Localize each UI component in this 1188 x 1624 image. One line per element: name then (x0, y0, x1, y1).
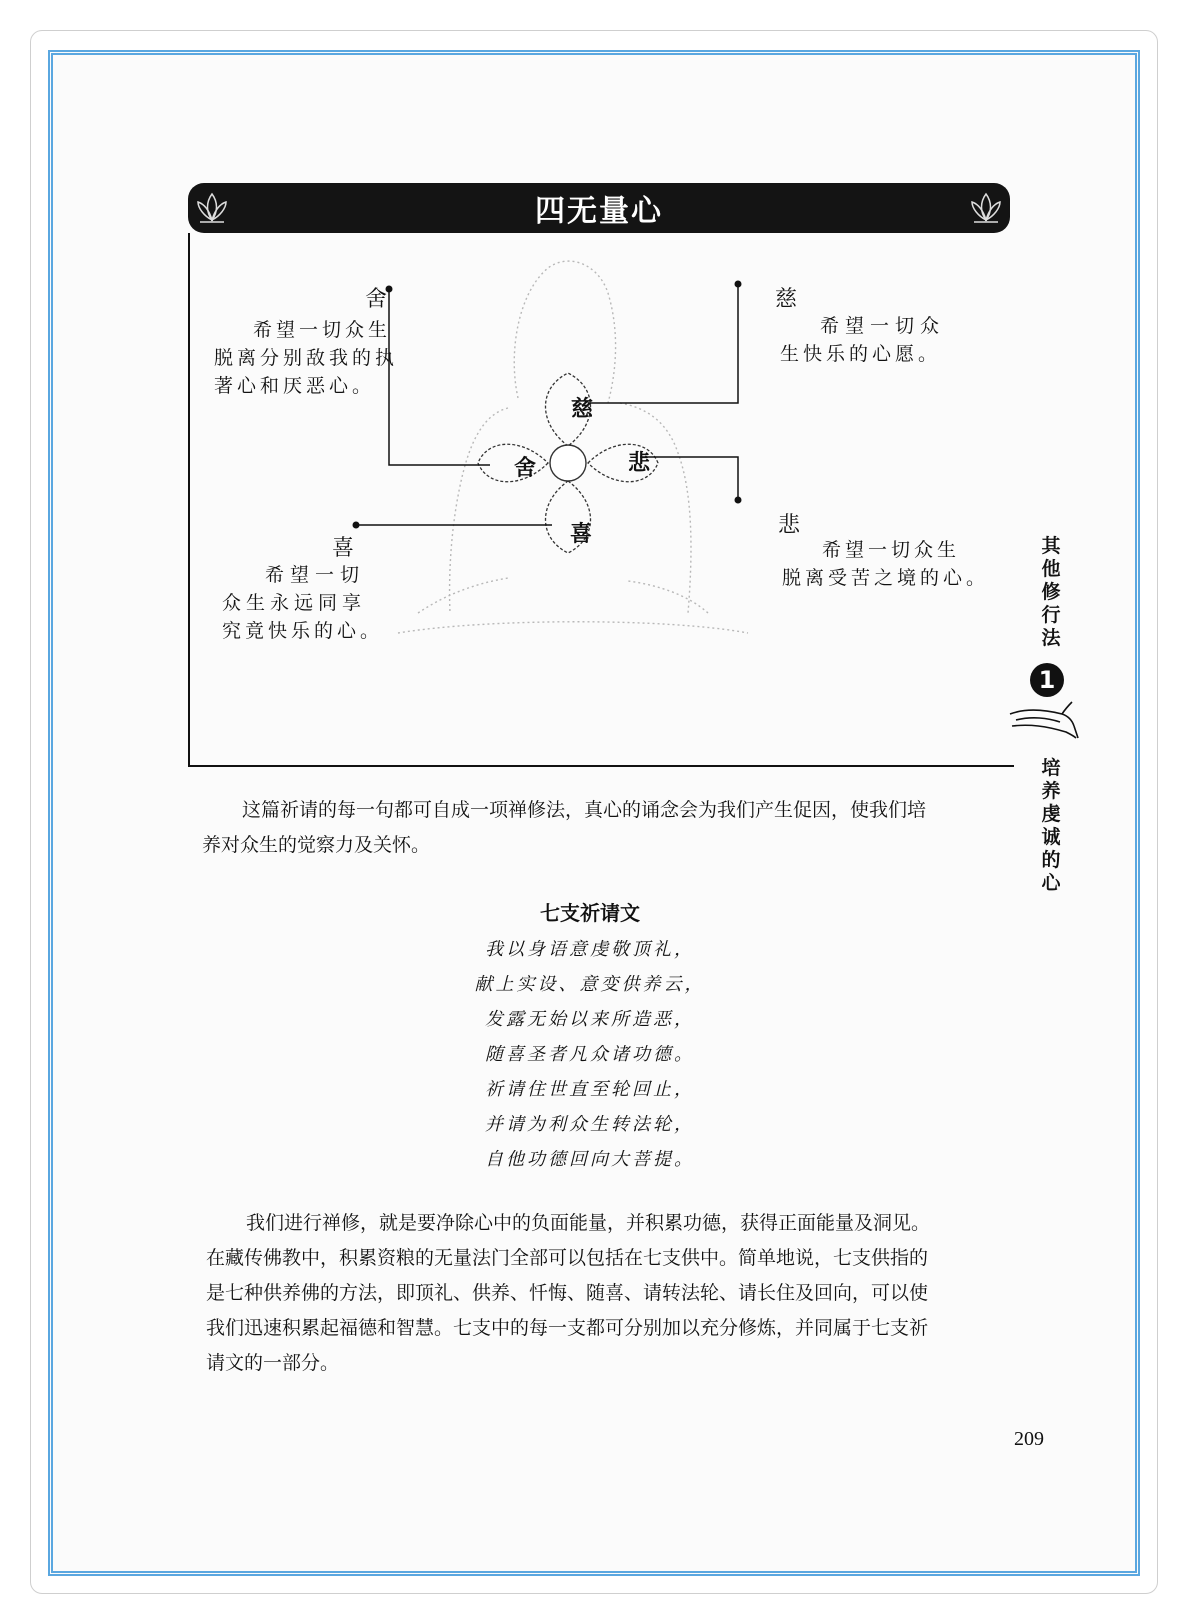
body-line: 是七种供养佛的方法，即顶礼、供养、忏悔、随喜、请转法轮、请长住及回向，可以使 (206, 1282, 929, 1304)
she-desc-line: 希望一切众生 (253, 319, 392, 341)
sidebar-char: 行 (1041, 604, 1061, 626)
poem-line: 自他功德回向大菩提。 (485, 1149, 695, 1170)
bei-desc-line: 脱离受苦之境的心。 (782, 567, 990, 589)
she-heading: 舍 (365, 287, 388, 312)
xi-desc-line: 究竟快乐的心。 (222, 620, 384, 642)
sidebar-section-title (1040, 757, 1062, 895)
body-line: 我们进行禅修，就是要净除心中的负面能量，并积累功德，获得正面能量及洞见。 (246, 1212, 931, 1234)
body-line: 我们迅速积累起福德和智慧。七支中的每一支都可分别加以充分修炼，并同属于七支祈 (206, 1317, 929, 1339)
intro-line: 这篇祈请的每一句都可自成一项禅修法，真心的诵念会为我们产生促因，使我们培 (242, 799, 927, 821)
poem-title: 七支祈请文 (540, 901, 640, 925)
ci-heading: 慈 (775, 287, 798, 312)
sidebar-char: 法 (1041, 627, 1061, 649)
sidebar-char: 诚 (1041, 826, 1061, 848)
intro-line: 养对众生的觉察力及关怀。 (202, 834, 431, 856)
poem-line: 献上实设、意变供养云， (474, 974, 706, 995)
sidebar-char: 修 (1041, 581, 1061, 603)
sidebar-char: 他 (1041, 558, 1061, 580)
poem-line: 祈请住世直至轮回止， (485, 1079, 695, 1100)
xi-desc-line: 希望一切 (265, 564, 366, 586)
ci-desc-line: 生快乐的心愿。 (780, 343, 942, 365)
body-line: 请文的一部分。 (206, 1352, 340, 1374)
diagram-title-banner (188, 183, 1010, 233)
offering-hand-icon (1006, 700, 1082, 740)
lotus-ornament-icon (192, 188, 232, 228)
diagram-frame-bottom (188, 765, 1014, 767)
poem-line: 随喜圣者凡众诸功德。 (485, 1044, 695, 1065)
chapter-number-badge: 1 (1030, 663, 1064, 697)
sidebar-char: 的 (1041, 849, 1061, 871)
xi-heading: 喜 (332, 536, 355, 561)
body-line: 在藏传佛教中，积累资粮的无量法门全部可以包括在七支供中。简单地说，七支供指的 (206, 1247, 929, 1269)
sidebar-char: 其 (1041, 535, 1061, 557)
she-desc-line: 著心和厌恶心。 (214, 375, 376, 397)
xi-desc-line: 众生永远同享 (222, 592, 367, 614)
petal-label-ci: 慈 (571, 396, 594, 422)
sidebar-char: 培 (1041, 757, 1061, 779)
page-number: 209 (1014, 1428, 1044, 1450)
petal-label-bei: 悲 (628, 450, 651, 476)
ci-desc-line: 希望一切众 (820, 315, 946, 337)
poem-line: 并请为利众生转法轮， (485, 1114, 695, 1135)
poem-line: 发露无始以来所造恶， (485, 1009, 695, 1030)
poem-line: 我以身语意虔敬顶礼， (485, 939, 695, 960)
bei-desc-line: 希望一切众生 (822, 539, 961, 561)
lotus-ornament-icon (966, 188, 1006, 228)
bei-heading: 悲 (778, 513, 801, 538)
sidebar-char: 心 (1041, 872, 1061, 894)
petal-label-she: 舍 (514, 455, 537, 481)
she-desc-line: 脱离分别敌我的执 (214, 347, 399, 369)
petal-label-xi: 喜 (570, 521, 593, 547)
sidebar-char: 虔 (1041, 803, 1061, 825)
sidebar-chapter-title (1040, 535, 1062, 650)
diagram-title: 四无量心 (535, 194, 663, 229)
sidebar-char: 养 (1041, 780, 1061, 802)
